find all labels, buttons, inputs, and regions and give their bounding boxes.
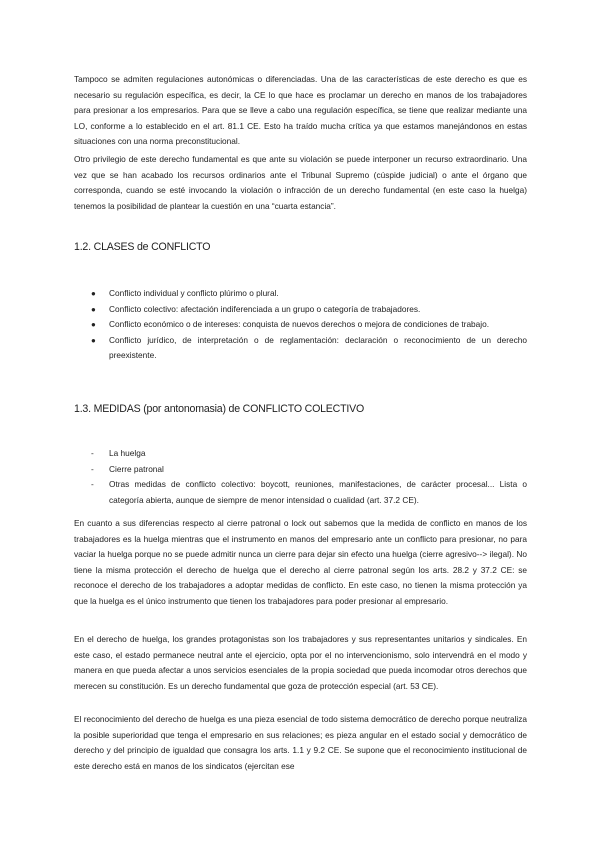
paragraph: Tampoco se admiten regulaciones autonómicas o diferenciadas. Una de las características de este derecho es que es necesario su regulación específica, es decir, la CE lo que hace es proclamar un derecho en manos de los trabajadores para presionar a los empresarios. Para que se lleve a cabo una regulación específica, se tiene que realizar mediante una LO, conforme a lo establecido en el art. 81.1 CE. Esto ha traído mucha crítica ya que estamos manejándonos en estas situaciones con una norma preconstitucional. (74, 74, 527, 147)
list-item (74, 462, 527, 478)
paragraph: El reconocimiento del derecho de huelga es una pieza esencial de todo sistema democrático de derecho porque neutraliza la posible superioridad que tenga el empresario en sus relaciones; es pieza angular en el estado social y democrático de derecho y del principio de igualdad que consagra los arts. 1.1 y 9.2 CE. Se supone que el reconocimiento institucional de este derecho está en manos de los sindicatos (ejercitan ese (74, 714, 527, 771)
list-item-text: Conflicto colectivo: afectación indiferenciada a un grupo o categoría de trabajadores. (109, 303, 421, 314)
list-item (74, 286, 527, 302)
bullet-icon: ● (91, 289, 96, 298)
bullet-icon: ● (91, 304, 96, 314)
list-item-text: Otras medidas de conflicto colectivo: boycott, reuniones, manifestaciones, de carácter procesal... Lista o categoría abierta, aunque de siempre de menor intensidad o cualidad (art. 37.2 CE). (109, 479, 527, 505)
list-item-text: Conflicto individual y conflicto plúrimo o plural. (109, 288, 279, 298)
list-item (74, 317, 527, 333)
conflict-measures-list (74, 446, 527, 508)
conflict-types-list (74, 286, 527, 364)
list-item-text: Conflicto jurídico, de interpretación o de reglamentación: declaración o reconocimiento de un derecho preexistente. (109, 334, 527, 361)
list-item-text: Conflicto económico o de intereses: conquista de nuevos derechos o mejora de condiciones de trabajo. (109, 319, 490, 330)
paragraph: En cuanto a sus diferencias respecto al cierre patronal o lock out sabemos que la medida de conflicto en manos de los trabajadores es la huelga mientras que el instrumento en manos del empresario ante un conflicto para presionar, no para vaciar la huelga porque no se puede admitir nunca un cierre para dejar sin efecto una huelga (cierre agresivo--> ilegal). No tiene la misma protección el derecho de huelga que el derecho al cierre patronal según los arts. 28.2 y 37.2 CE: se reconoce el derecho de los trabajadores a adoptar medidas de conflicto. En este caso, no tienen la misma protección ya que la huelga es el único instrumento que tienen los trabajadores para poder presionar al empresario. (74, 518, 527, 606)
paragraph: En el derecho de huelga, los grandes protagonistas son los trabajadores y sus representantes unitarios y sindicales. En este caso, el estado permanece neutral ante el ejercicio, opta por el no intervencionismo, solo intervendrá en el modo y manera en que pueda afectar a unos servicios esenciales de la propia sociedad que pueda incomodar otros derechos que merecen su constitución. Es un derecho fundamental que goza de protección especial (art. 53 CE). (74, 634, 527, 691)
list-item (74, 446, 527, 462)
section-heading: 1.3. MEDIDAS (por antonomasia) de CONFLICTO COLECTIVO (74, 403, 365, 415)
bullet-icon: ● (91, 335, 96, 345)
bullet-icon: ● (91, 320, 96, 330)
list-item (74, 302, 527, 318)
dash-icon: - (91, 479, 94, 490)
list-item (74, 477, 527, 508)
dash-icon: - (91, 463, 94, 474)
list-item-text: La huelga (109, 448, 146, 458)
dash-icon: - (91, 448, 94, 458)
paragraph: Otro privilegio de este derecho fundamental es que ante su violación se puede interponer un recurso extraordinario. Una vez que se han acabado los recursos ordinarios ante el Tribunal Supremo (cúspide judicial) o ante el órgano que corresponda, cuando se esté invocando la violación o infracción de un derecho fundamental (en este caso la huelga) tenemos la posibilidad de plantear la cuestión en una “cuarta estancia”. (74, 154, 527, 211)
list-item-text: Cierre patronal (109, 463, 164, 474)
section-heading: 1.2. CLASES de CONFLICTO (74, 241, 211, 253)
list-item (74, 333, 527, 364)
